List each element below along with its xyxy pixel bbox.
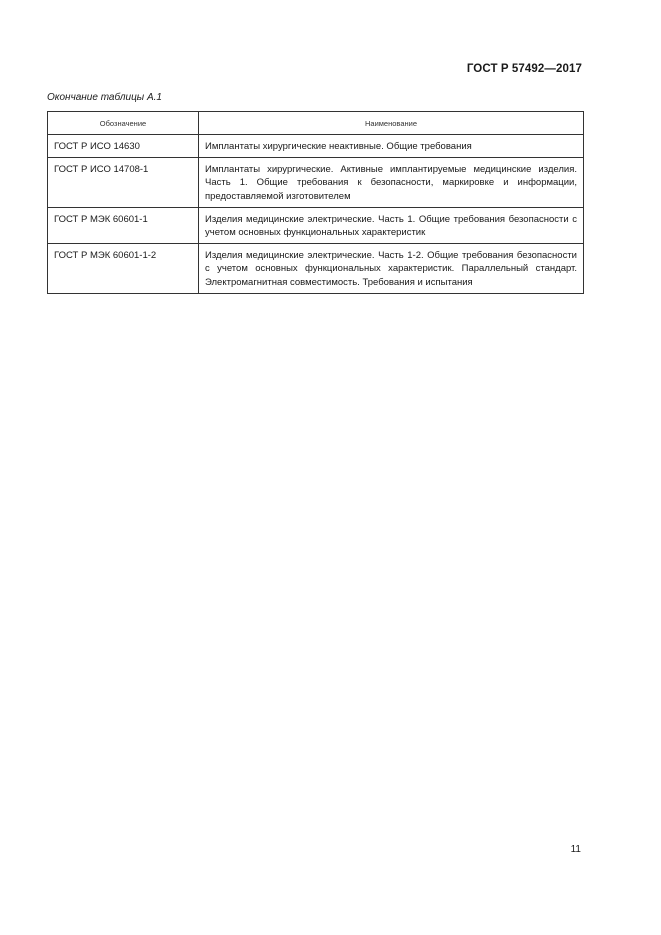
standard-code: ГОСТ Р ИСО 14630: [48, 135, 199, 158]
document-code: ГОСТ Р 57492—2017: [466, 63, 582, 75]
table-row: [48, 158, 584, 208]
standard-code: ГОСТ Р МЭК 60601-1-2: [48, 244, 199, 294]
standard-name: Имплантаты хирургические. Активные имплантируемые медицинские изделия. Часть 1. Общие требования к безопасности, маркировке и информации, предоставляемой изготовителем: [199, 158, 584, 208]
table-row: [48, 207, 584, 243]
table-row: [48, 135, 584, 158]
table-row: [48, 244, 584, 294]
standard-name: Изделия медицинские электрические. Часть 1-2. Общие требования безопасности с учетом основных функциональных характеристик. Параллельный стандарт. Электромагнитная совместимость. Требования и испытания: [199, 244, 584, 294]
page-number: 11: [570, 844, 581, 855]
standard-name: Изделия медицинские электрические. Часть 1. Общие требования безопасности с учетом основных функциональных характеристик: [199, 207, 584, 243]
standard-code: ГОСТ Р МЭК 60601-1: [48, 207, 199, 243]
standard-code: ГОСТ Р ИСО 14708-1: [48, 158, 199, 208]
standards-table: [47, 111, 584, 294]
table-caption: Окончание таблицы А.1: [47, 92, 162, 103]
column-header-name: Наименование: [199, 112, 584, 135]
standard-name: Имплантаты хирургические неактивные. Общие требования: [199, 135, 584, 158]
table-header-row: [48, 112, 584, 135]
column-header-designation: Обозначение: [48, 112, 199, 135]
